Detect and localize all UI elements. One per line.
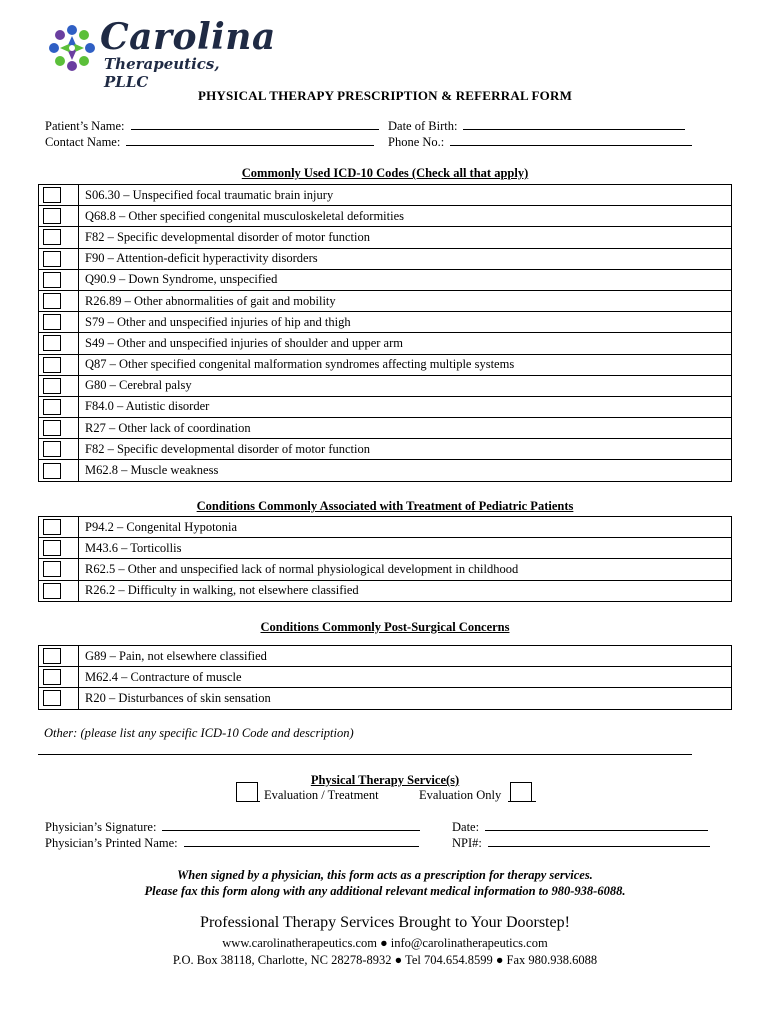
prescription-note: When signed by a physician, this form acts as a prescription for therapy services.: [177, 868, 593, 882]
code-row: [39, 206, 732, 227]
section-title-pediatric: Conditions Commonly Associated with Treatment of Pediatric Patients: [196, 499, 574, 513]
code-description: R27 – Other lack of coordination: [79, 418, 732, 439]
code-checkbox[interactable]: [43, 251, 61, 267]
code-row: [39, 312, 732, 333]
code-checkbox-cell: [39, 312, 79, 333]
code-checkbox-cell: [39, 375, 79, 396]
code-description: P94.2 – Congenital Hypotonia: [79, 517, 732, 538]
post-surgical-codes-table: [38, 645, 732, 710]
evaluation-treatment-checkbox[interactable]: [236, 782, 258, 802]
code-checkbox-cell: [39, 333, 79, 354]
logo-subtitle: Therapeutics, PLLC: [104, 55, 220, 91]
code-description: Q90.9 – Down Syndrome, unspecified: [79, 269, 732, 290]
code-checkbox[interactable]: [43, 420, 61, 436]
code-description: F82 – Specific developmental disorder of motor function: [79, 439, 732, 460]
section-title-icd10: Commonly Used ICD-10 Codes (Check all that apply): [241, 166, 529, 180]
form-title: PHYSICAL THERAPY PRESCRIPTION & REFERRAL FORM: [197, 88, 573, 103]
phone-field[interactable]: [388, 134, 692, 150]
code-row: [39, 559, 732, 580]
evaluation-treatment-underline: [236, 801, 260, 802]
code-checkbox-cell: [39, 269, 79, 290]
phone-label: Phone No.:: [388, 135, 445, 149]
physician-signature-field[interactable]: [45, 819, 420, 835]
code-row: [39, 396, 732, 417]
code-checkbox[interactable]: [43, 293, 61, 309]
physician-signature-label: Physician’s Signature:: [45, 820, 157, 834]
npi-label: NPI#:: [452, 836, 482, 850]
code-row: [39, 375, 732, 396]
physician-printed-name-field[interactable]: [45, 835, 419, 851]
code-description: M62.8 – Muscle weakness: [79, 460, 732, 481]
npi-line[interactable]: [488, 835, 710, 847]
npi-field[interactable]: [452, 835, 710, 851]
evaluation-treatment-label: Evaluation / Treatment: [264, 788, 379, 802]
patient-name-line[interactable]: [131, 118, 379, 130]
pediatric-codes-table: [38, 516, 732, 602]
code-description: S06.30 – Unspecified focal traumatic brain injury: [79, 185, 732, 206]
code-description: M62.4 – Contracture of muscle: [79, 667, 732, 688]
code-description: Q68.8 – Other specified congenital musculoskeletal deformities: [79, 206, 732, 227]
code-row: [39, 538, 732, 559]
code-checkbox-cell: [39, 227, 79, 248]
code-description: M43.6 – Torticollis: [79, 538, 732, 559]
footer-address: P.O. Box 38118, Charlotte, NC 28278-8932 ● Tel 704.654.8599 ● Fax 980.938.6088: [172, 953, 598, 967]
other-codes-line[interactable]: [38, 754, 692, 755]
code-checkbox-cell: [39, 248, 79, 269]
code-row: [39, 517, 732, 538]
code-checkbox-cell: [39, 418, 79, 439]
code-checkbox[interactable]: [43, 519, 61, 535]
company-logo: [42, 16, 276, 91]
code-checkbox[interactable]: [43, 648, 61, 664]
code-checkbox[interactable]: [43, 208, 61, 224]
code-checkbox[interactable]: [43, 187, 61, 203]
logo-wordmark: Carolina: [100, 16, 276, 58]
code-checkbox-cell: [39, 290, 79, 311]
code-description: R62.5 – Other and unspecified lack of normal physiological development in childhood: [79, 559, 732, 580]
other-codes-label: Other: (please list any specific ICD-10 Code and description): [44, 726, 354, 740]
code-checkbox[interactable]: [43, 583, 61, 599]
code-checkbox[interactable]: [43, 441, 61, 457]
code-row: [39, 688, 732, 709]
code-checkbox[interactable]: [43, 463, 61, 479]
code-checkbox-cell: [39, 439, 79, 460]
code-description: F84.0 – Autistic disorder: [79, 396, 732, 417]
patient-name-field[interactable]: [45, 118, 379, 134]
code-checkbox[interactable]: [43, 357, 61, 373]
contact-name-label: Contact Name:: [45, 135, 121, 149]
code-description: R20 – Disturbances of skin sensation: [79, 688, 732, 709]
physician-printed-name-line[interactable]: [184, 835, 419, 847]
code-checkbox[interactable]: [43, 335, 61, 351]
footer-contact: www.carolinatherapeutics.com ● info@carolinatherapeutics.com: [222, 936, 548, 950]
code-checkbox-cell: [39, 559, 79, 580]
code-checkbox-cell: [39, 206, 79, 227]
contact-name-field[interactable]: [45, 134, 374, 150]
code-row: [39, 439, 732, 460]
code-row: [39, 290, 732, 311]
code-description: F90 – Attention-deficit hyperactivity disorders: [79, 248, 732, 269]
code-checkbox-cell: [39, 396, 79, 417]
physician-date-label: Date:: [452, 820, 480, 834]
fax-note: Please fax this form along with any additional relevant medical information to 980-938-6088.: [144, 884, 626, 898]
code-row: [39, 248, 732, 269]
icd10-codes-table: [38, 184, 732, 482]
dob-label: Date of Birth:: [388, 119, 458, 133]
code-description: Q87 – Other specified congenital malformation syndromes affecting multiple systems: [79, 354, 732, 375]
code-checkbox[interactable]: [43, 669, 61, 685]
phone-line[interactable]: [450, 134, 692, 146]
code-row: [39, 580, 732, 601]
code-description: G80 – Cerebral palsy: [79, 375, 732, 396]
code-row: [39, 460, 732, 481]
evaluation-only-checkbox[interactable]: [510, 782, 532, 802]
patient-name-label: Patient’s Name:: [45, 119, 125, 133]
code-row: [39, 185, 732, 206]
code-row: [39, 667, 732, 688]
code-checkbox-cell: [39, 185, 79, 206]
code-checkbox[interactable]: [43, 378, 61, 394]
code-checkbox[interactable]: [43, 314, 61, 330]
code-row: [39, 227, 732, 248]
code-checkbox-cell: [39, 460, 79, 481]
code-row: [39, 333, 732, 354]
code-description: R26.2 – Difficulty in walking, not elsewhere classified: [79, 580, 732, 601]
code-description: G89 – Pain, not elsewhere classified: [79, 646, 732, 667]
code-description: F82 – Specific developmental disorder of motor function: [79, 227, 732, 248]
evaluation-only-underline: [508, 801, 536, 802]
code-checkbox[interactable]: [43, 540, 61, 556]
code-description: S79 – Other and unspecified injuries of hip and thigh: [79, 312, 732, 333]
code-checkbox-cell: [39, 646, 79, 667]
dob-field[interactable]: [388, 118, 685, 134]
code-checkbox-cell: [39, 354, 79, 375]
code-description: S49 – Other and unspecified injuries of shoulder and upper arm: [79, 333, 732, 354]
code-row: [39, 269, 732, 290]
code-checkbox[interactable]: [43, 399, 61, 415]
physician-date-field[interactable]: [452, 819, 708, 835]
code-checkbox-cell: [39, 667, 79, 688]
code-row: [39, 354, 732, 375]
code-row: [39, 646, 732, 667]
code-checkbox[interactable]: [43, 272, 61, 288]
code-checkbox[interactable]: [43, 229, 61, 245]
physician-signature-line[interactable]: [162, 819, 420, 831]
physician-date-line[interactable]: [485, 819, 708, 831]
code-checkbox-cell: [39, 517, 79, 538]
physician-printed-name-label: Physician’s Printed Name:: [45, 836, 178, 850]
evaluation-only-label: Evaluation Only: [419, 788, 502, 802]
logo-flower-icon: [42, 16, 102, 80]
code-checkbox-cell: [39, 580, 79, 601]
code-checkbox-cell: [39, 688, 79, 709]
code-description: R26.89 – Other abnormalities of gait and mobility: [79, 290, 732, 311]
code-checkbox-cell: [39, 538, 79, 559]
contact-name-line[interactable]: [126, 134, 374, 146]
footer-tagline: Professional Therapy Services Brought to Your Doorstep!: [200, 914, 570, 931]
code-row: [39, 418, 732, 439]
code-checkbox[interactable]: [43, 561, 61, 577]
section-title-post-surgical: Conditions Commonly Post-Surgical Concerns: [260, 620, 510, 634]
code-checkbox[interactable]: [43, 690, 61, 706]
dob-line[interactable]: [463, 118, 685, 130]
services-title: Physical Therapy Service(s): [310, 773, 460, 787]
